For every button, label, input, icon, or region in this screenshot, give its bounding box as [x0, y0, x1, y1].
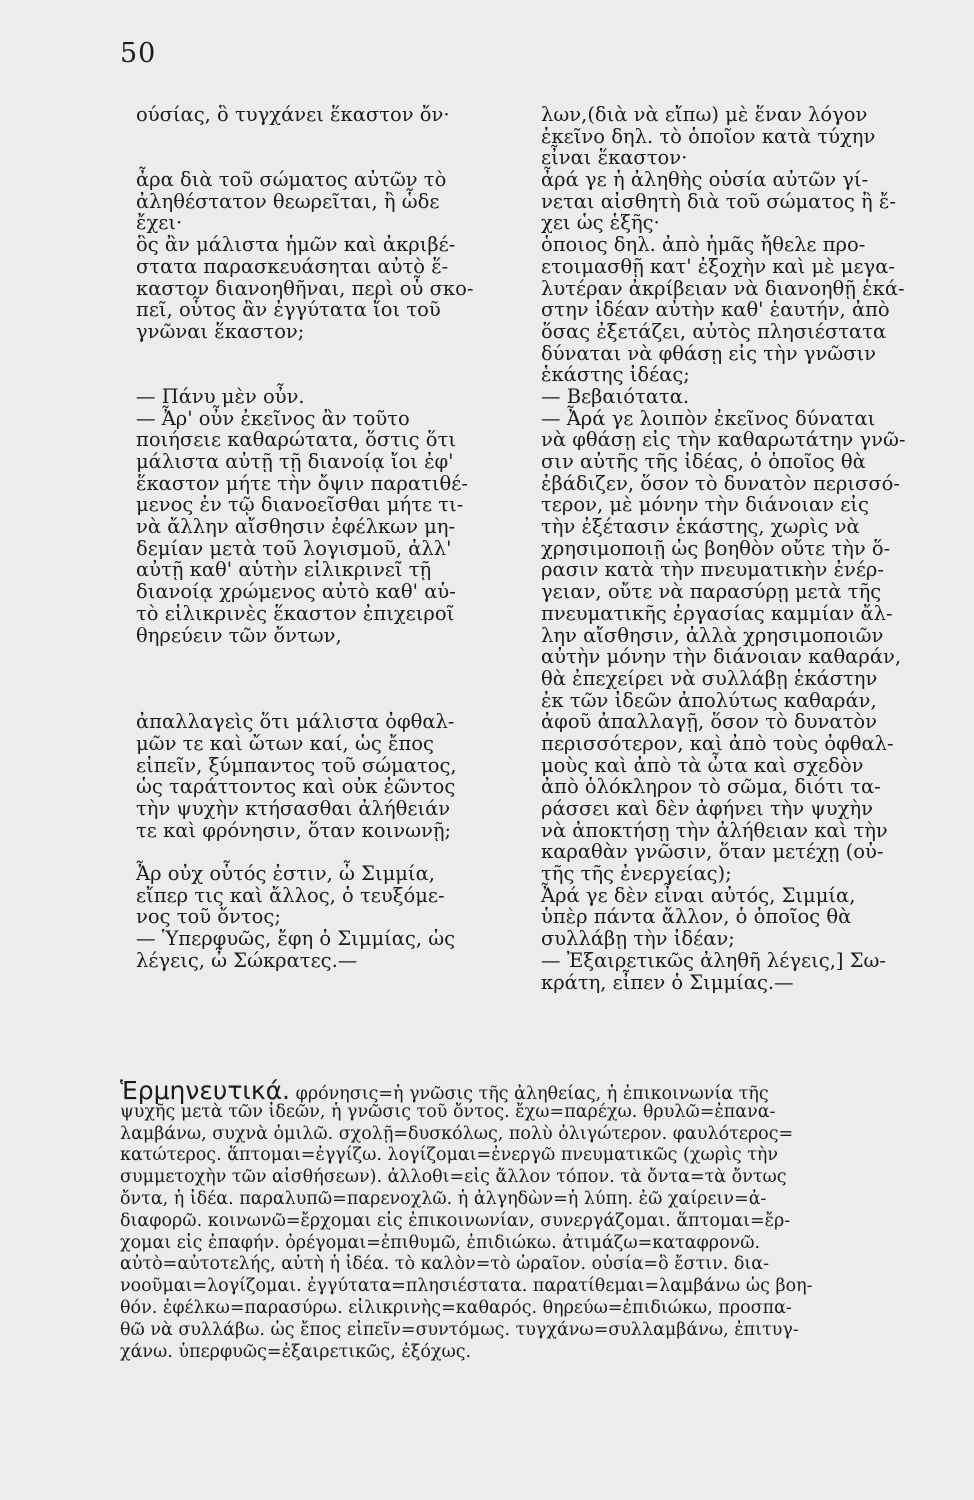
commentary-line: θῶ νὰ συλλάβω. ὡς ἔπος εἰπεῖν=συντόμως. τυγχάνω=συλλαμβάνω, ἐπιτυγ-	[120, 1319, 799, 1340]
text-line: χει ὡς ἑξῆς·	[541, 211, 660, 235]
commentary-line: αὐτὸ=αὐτοτελής, αὐτὴ ἡ ἰδέα. τὸ καλὸν=τὸ ὡραῖον. οὐσία=ὃ ἔστιν. δια-	[120, 1254, 770, 1275]
commentary-line: χομαι εἰς ἐπαφήν. ὀρέγομαι=ἐπιθυμῶ, ἐπιδιώκω. ἀτιμάζω=καταφρονῶ.	[120, 1232, 761, 1253]
text-line: μῶν τε καὶ ὤτων καί, ὡς ἔπος	[136, 731, 434, 755]
text-line: λέγεις, ὦ Σώκρατες.—	[136, 948, 358, 972]
text-line: καραθὰν γνῶσιν, ὅταν μετέχῃ (οὐ-	[541, 840, 884, 864]
text-line: γνῶναι ἕκαστον;	[136, 319, 305, 343]
text-line: εἶναι ἕκαστον·	[541, 146, 688, 170]
text-line: διανοίᾳ χρώμενος αὐτὸ καθ' αὑ-	[136, 580, 456, 604]
text-line: πεῖ, οὗτος ἂν ἐγγύτατα ἴοι τοῦ	[136, 298, 441, 322]
commentary-line: χάνω. ὑπερφυῶς=ἐξαιρετικῶς, ἐξόχως.	[120, 1341, 472, 1362]
text-line: μοὺς καὶ ἀπὸ τὰ ὦτα καὶ σχεδὸν	[541, 753, 864, 777]
commentary-line: κατώτερος. ἅπτομαι=ἐγγίζω. λογίζομαι=ἐνεργῶ πνευματικῶς (χωρὶς τὴν	[120, 1145, 779, 1166]
text-line: θὰ ἐπεχείρει νὰ συλλάβῃ ἑκάστην	[541, 666, 878, 690]
text-line: ἀπὸ ὁλόκληρον τὸ σῶμα, διότι τα-	[541, 775, 881, 799]
text-line: τὸ εἰλικρινὲς ἕκαστον ἐπιχειροῖ	[136, 601, 455, 625]
text-line: ἔχει·	[136, 211, 183, 235]
commentary-heading: Ἑρμηνευτικά.	[120, 1076, 291, 1105]
commentary-line: νοοῦμαι=λογίζομαι. ἐγγύτατα=πλησιέστατα. παρατίθεμαι=λαμβάνω ὡς βοη-	[120, 1276, 813, 1297]
text-line: ετοιμασθῇ κατ' ἐξοχὴν καὶ μὲ μεγα-	[541, 254, 895, 278]
text-line: χρησιμοποιῇ ὡς βοηθὸν οὔτε τὴν ὅ-	[541, 536, 891, 560]
text-line: ἆρα διὰ τοῦ σώματος αὐτῶν τὸ	[136, 168, 447, 192]
text-line: θηρεύειν τῶν ὄντων,	[136, 623, 342, 647]
text-line: — Ὑπερφυῶς, ἔφη ὁ Σιμμίας, ὡς	[136, 927, 456, 951]
text-line: νὰ ἄλλην αἴσθησιν ἐφέλκων μη-	[136, 515, 456, 539]
text-line: εἴπερ τις καὶ ἄλλος, ὁ τευξόμε-	[136, 883, 445, 907]
commentary-line: ὄντα, ἡ ἰδέα. παραλυπῶ=παρενοχλῶ. ἡ ἀλγηδὼν=ἡ λύπη. ἐῶ χαίρειν=ἀ-	[120, 1188, 767, 1209]
text-line: εἰπεῖν, ξύμπαντος τοῦ σώματος,	[136, 753, 457, 777]
text-line	[136, 147, 516, 169]
commentary-line: λαμβάνω, συχνὰ ὁμιλῶ. σχολῇ=δυσκόλως, πολὺ ὀλιγώτερον. φαυλότερος=	[120, 1123, 794, 1144]
text-line	[136, 126, 516, 148]
text-line: στατα παρασκευάσηται αὐτὸ ἕ-	[136, 254, 449, 278]
text-line: — Πάνυ μὲν οὖν.	[136, 384, 305, 408]
text-line: ὅσας ἐξετάζει, αὐτὸς πλησιέστατα	[541, 319, 887, 343]
text-line: ράσσει καὶ δὲν ἀφήνει τὴν ψυχὴν	[541, 797, 873, 820]
text-line: ἀπαλλαγεὶς ὅτι μάλιστα ὀφθαλ-	[136, 710, 455, 734]
text-line: λων,(διὰ νὰ εἴπω) μὲ ἕναν λόγον	[541, 103, 868, 126]
text-line: σιν αὐτῆς τῆς ἰδέας, ὁ ὁποῖος θὰ	[541, 450, 866, 473]
left-column-ancient-text	[136, 104, 516, 972]
text-line: Ἆρά γε δὲν εἶναι αὐτός, Σιμμία,	[541, 883, 856, 907]
text-line: νὰ ἀποκτήσῃ τὴν ἀλήθειαν καὶ τὴν	[541, 818, 888, 842]
text-line: ρασιν κατὰ τὴν πνευματικὴν ἐνέρ-	[541, 558, 884, 582]
text-line	[136, 690, 516, 712]
text-line: στην ἰδέαν αὐτὴν καθ' ἑαυτήν, ἀπὸ	[541, 298, 890, 322]
commentary-first-line	[120, 1076, 960, 1105]
text-line: Ἆρ οὐχ οὗτός ἐστιν, ὦ Σιμμία,	[136, 862, 435, 886]
commentary-line: διαφορῶ. κοινωνῶ=ἔρχομαι εἰς ἐπικοινωνίαν, συνεργάζομαι. ἅπτομαι=ἔρ-	[120, 1210, 791, 1231]
right-column-translation	[541, 104, 961, 993]
text-line: λην αἴσθησιν, ἀλλὰ χρησιμοποιῶν	[541, 623, 884, 647]
text-line: νὰ φθάσῃ εἰς τὴν καθαρωτάτην γνῶ-	[541, 428, 906, 452]
text-line	[136, 841, 516, 863]
commentary-glossary	[120, 1076, 960, 1362]
text-line: νος τοῦ ὄντος;	[136, 905, 281, 929]
text-line: ἕκαστον μήτε τὴν ὄψιν παρατιθέ-	[136, 471, 468, 495]
text-line: μάλιστα αὐτῇ τῇ διανοίᾳ ἴοι ἐφ'	[136, 450, 454, 473]
text-line: πνευματικῆς ἐργασίας καμμίαν ἄλ-	[541, 601, 893, 625]
text-line: αὐτὴν μόνην τὴν διάνοιαν καθαράν,	[541, 645, 902, 669]
text-line: ἐκεῖνο δηλ. τὸ ὁποῖον κατὰ τύχην	[541, 124, 876, 148]
commentary-lines	[120, 1101, 960, 1362]
text-line: γειαν, οὔτε νὰ παρασύρῃ μετὰ τῆς	[541, 580, 882, 604]
text-line: συλλάβῃ τὴν ἰδέαν;	[541, 927, 735, 951]
text-line: — Ἆρά γε λοιπὸν ἐκεῖνος δύναται	[541, 406, 876, 430]
text-line: ποιήσειε καθαρώτατα, ὅστις ὅτι	[136, 428, 456, 452]
text-line: δύναται νὰ φθάσῃ εἰς τὴν γνῶσιν	[541, 341, 877, 365]
text-line: — Βεβαιότατα.	[541, 384, 690, 408]
text-line: ούσίας, ὃ τυγχάνει ἕκαστον ὄν·	[136, 103, 450, 126]
text-line: τε καὶ φρόνησιν, ὅταν κοινωνῇ;	[136, 818, 452, 842]
text-line: ὃς ἂν μάλιστα ἡμῶν καὶ ἀκριβέ-	[136, 233, 456, 257]
text-line: τῆς τῆς ἐνεργείας);	[541, 862, 732, 886]
text-line: ἆρά γε ἡ ἀληθὴς οὐσία αὐτῶν γί-	[541, 168, 869, 192]
commentary-line: θόν. ἐφέλκω=παρασύρω. εἰλικρινὴς=καθαρός. θηρεύω=ἐπιδιώκω, προσπα-	[120, 1297, 792, 1318]
text-line: κράτη, εἶπεν ὁ Σιμμίας.—	[541, 970, 794, 994]
text-line: αὐτῇ καθ' αὑτὴν εἰλικρινεῖ τῇ	[136, 558, 432, 582]
text-line: — Ἐξαιρετικῶς ἀληθῆ λέγεις,] Σω-	[541, 948, 886, 972]
text-line	[136, 364, 516, 386]
text-line: νεται αἰσθητὴ διὰ τοῦ σώματος ἢ ἔ-	[541, 189, 896, 213]
text-line: καστον διανοηθῆναι, περὶ οὗ σκο-	[136, 276, 474, 300]
text-line: τερον, μὲ μόνην τὴν διάνοιαν εἰς	[541, 493, 869, 517]
text-line: ἑκάστης ἰδέας;	[541, 363, 690, 387]
text-line: τὴν ἐξέτασιν ἑκάστης, χωρὶς νὰ	[541, 515, 860, 539]
text-line: — Ἆρ' οὖν ἐκεῖνος ἂν τοῦτο	[136, 406, 410, 430]
text-line	[136, 668, 516, 690]
text-line: μενος ἐν τῷ διανοεῖσθαι μήτε τι-	[136, 493, 464, 517]
text-line: τὴν ψυχὴν κτήσασθαι ἀλήθειάν	[136, 797, 451, 820]
text-line: δεμίαν μετὰ τοῦ λογισμοῦ, ἀλλ'	[136, 536, 452, 560]
text-line: ἀφοῦ ἀπαλλαγῇ, ὅσον τὸ δυνατὸν	[541, 710, 877, 734]
text-line: ἀληθέστατον θεωρεῖται, ἢ ὧδε	[136, 189, 440, 213]
text-line: ἐβάδιζεν, ὅσον τὸ δυνατὸν περισσό-	[541, 471, 900, 495]
text-line: λυτέραν ἀκρίβειαν νὰ διανοηθῇ ἑκά-	[541, 276, 905, 300]
commentary-line: ψυχῆς μετὰ τῶν ἰδεῶν, ἡ γνῶσις τοῦ ὄντος. ἔχω=παρέχω. θρυλῶ=ἐπανα-	[120, 1101, 776, 1122]
commentary-line: συμμετοχὴν τῶν αἰσθήσεων). ἀλλοθι=εἰς ἄλλον τόπον. τὰ ὄντα=τὰ ὄντως	[120, 1167, 787, 1188]
text-line	[136, 646, 516, 668]
text-line: περισσότερον, καὶ ἀπὸ τοὺς ὀφθαλ-	[541, 731, 894, 755]
text-line: ὁποιος δηλ. ἀπὸ ἡμᾶς ἤθελε προ-	[541, 233, 866, 257]
page-number: 50	[120, 38, 157, 69]
commentary-first-line-text: φρόνησις=ἡ γνῶσις τῆς ἀληθείας, ἡ ἐπικοινωνία τῆς	[290, 1084, 769, 1104]
text-line: ἐκ τῶν ἰδεῶν ἀπολύτως καθαράν,	[541, 688, 877, 712]
text-line: ὑπὲρ πάντα ἄλλον, ὁ ὁποῖος θὰ	[541, 905, 852, 929]
text-line: ὡς ταράττοντος καὶ οὐκ ἐῶντος	[136, 775, 456, 799]
text-line	[136, 343, 516, 365]
